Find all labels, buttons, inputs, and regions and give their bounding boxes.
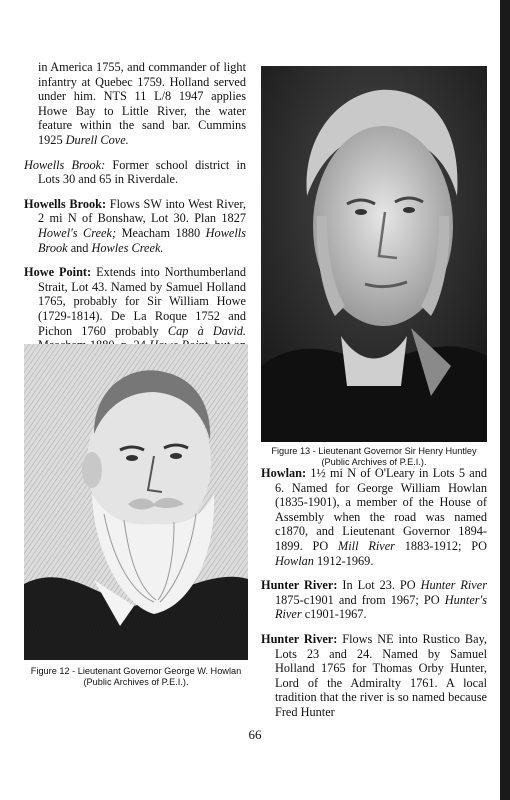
entry-continuation: in America 1755, and commander of light infantry at Quebec 1759. Holland served under him. NTS 11 L/8 1947 applies Howe Bay to Little River, the water feature within the sand bar. Cummins 1925 Durell Cove. — [38, 60, 246, 147]
portrait-howlan-image — [24, 344, 248, 660]
entry-heading: Hunter River: — [261, 631, 338, 646]
entry-heading: Howells Brook: — [24, 196, 107, 211]
portrait-howlan-illustration — [24, 344, 248, 660]
entry-howells-brook-river: Howells Brook: Flows SW into West River, 2 mi N of Bonshaw, Lot 30. Plan 1827 Howel's Creek; Meacham 1880 Howells Brook and Howles Creek. — [24, 196, 247, 255]
entry-hunter-river-po: Hunter River: In Lot 23. PO Hunter River 1875-c1901 and from 1967; PO Hunter's River c1901-1967. — [261, 578, 488, 622]
entry-heading: Howlan: — [261, 466, 307, 480]
portrait-huntley-illustration — [261, 66, 487, 442]
scan-edge-shadow — [500, 0, 510, 800]
page-number: 66 — [248, 727, 262, 742]
entry-heading: Hunter River: — [261, 578, 338, 593]
entry-howe-point: Howe Point: Extends into Northumberland Strait, Lot 43. Named by Samuel Holland 1765, probably for Sir William Howe (1729-1814). De La Roque 1752 and Pichon 1760 probably Cap à David. — [24, 265, 247, 338]
figure-13-caption: Figure 13 - Lieutenant Governor Sir Henry Huntley (Public Archives of P.E.I.). — [271, 446, 477, 467]
left-text-column — [24, 60, 246, 377]
entry-hunter-river-flow: Hunter River: Flows NE into Rustico Bay, Lots 23 and 24. Named by Samuel Holland 1765 for Thomas Orby Hunter, Lord of the Admiralty 1761. A local tradition that the river is so named because Fred Hunter — [261, 631, 487, 719]
figure-12-caption: Figure 12 - Lieutenant Governor George W. Howlan (Public Archives of P.E.I.). — [30, 666, 242, 687]
entry-howlan: Howlan: 1½ mi N of O'Leary in Lots 5 and 6. Named for George William Howlan (1835-1901), a member of the House of Assembly when the road was named c1870, and Lieutenant Governor 1894-1899. PO Mill River 1883-1912; PO Howlan 1912-1969. — [261, 466, 487, 568]
right-text-column — [261, 466, 487, 730]
portrait-huntley-image — [261, 66, 487, 442]
entry-howells-brook-school: Howells Brook: Former school district in Lots 30 and 65 in Riverdale. — [24, 157, 247, 187]
entry-heading: Howe Point: — [24, 265, 92, 280]
entry-heading: Howells Brook: — [24, 157, 106, 172]
